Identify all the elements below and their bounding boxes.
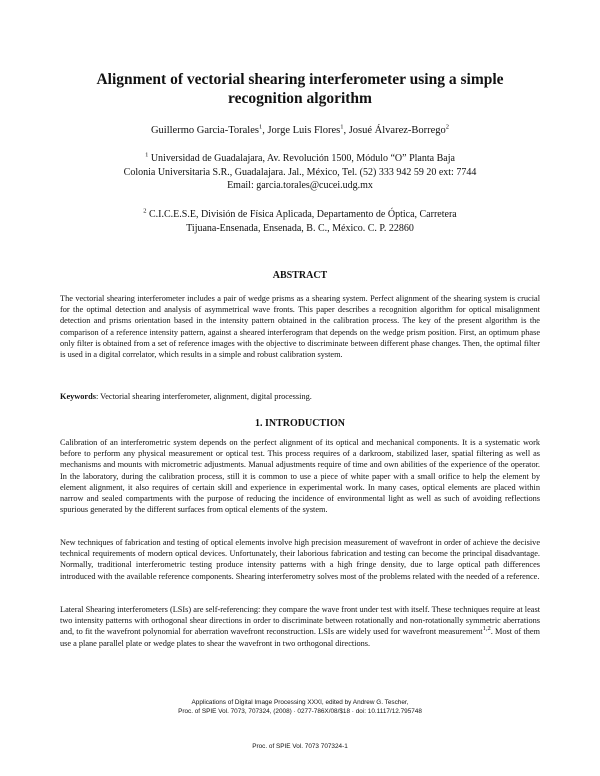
author-2: , Jorge Luis Flores [262,125,341,136]
affiliation-1-marker: 1 [145,151,149,159]
author-1: Guillermo Garcia-Torales [150,125,259,136]
title-line-2: recognition algorithm [228,90,372,107]
keywords [60,391,540,402]
author-3: , Josué Álvarez-Borrego [343,125,446,136]
author-1-affil: 1 [258,123,263,131]
affiliation-1-line-2: Colonia Universitaria S.R., Guadalajara. Jal., México, Tel. (52) 333 942 59 20 ext: 7744 [123,166,477,178]
section-heading-introduction: 1. INTRODUCTION [254,418,345,429]
keywords-label: Keywords [60,392,96,401]
affiliation-1 [60,152,540,193]
affiliation-2-line-2: Tijuana-Ensenada, Ensenada, B. C., México. C. P. 22860 [186,222,414,234]
page-number: Proc. of SPIE Vol. 7073 707324-1 [252,743,348,750]
affiliation-1-line-1: Universidad de Guadalajara, Av. Revolución 1500, Módulo “O” Planta Baja [148,153,455,164]
abstract-text: The vectorial shearing interferometer includes a pair of wedge prisms as a shearing system. Perfect alignment of the shearing system is crucial for the optimal detection and analysis of asymmetrical wave fronts. This paper describes a recognition algorithm for optical misalignment detection and prisms orientation based in the intensity pattern obtained in the calibration process. The key of the present algorithm is the comparison of a reference intensity pattern, against a sheared interferogram that depends on the wedge prism position. First, an optimum phase only filter is obtained from a set of reference images with the objective to discriminate between different phase changes. Then, the optimal filter is used in a digital correlator, which results in a simple and robust calibration system. [60,294,540,360]
intro-paragraph-3-b: . Most of them use a plane parallel plate or wedge plates to shear the wavefront in two orthogonal directions. [60,627,540,648]
intro-paragraph-3 [60,604,540,649]
footer-line-2: Proc. of SPIE Vol. 7073, 707324, (2008) · 0277-786X/08/$18 · doi: 10.1117/12.795748 [178,707,422,715]
title-line-1: Alignment of vectorial shearing interferometer using a simple [96,71,504,88]
abstract-heading: ABSTRACT [272,270,328,281]
publication-footer [60,699,540,716]
author-2-affil: 1 [340,123,344,131]
keywords-text: : Vectorial shearing interferometer, alignment, digital processing. [95,392,312,401]
citation-ref: 1,2 [482,625,491,633]
intro-paragraph-2: New techniques of fabrication and testing of optical elements involve high precision measurement of wavefront in order of achieve the decisive technical requirements of modern optical devices. Unfortunately, their laborious fabrication and testing can become the principal disadvantage. Normally, traditional interferometric testing produce intensity patterns with a high fringe density, due to large optical path differences introduced with the available reference components. Shearing interferometry solves most of the problems related with the needed of a reference. [60,538,540,581]
author-list [60,125,540,136]
affiliation-1-email: Email: garcia.torales@cucei.udg.mx [227,180,373,191]
affiliation-2 [60,208,540,235]
intro-paragraph-1: Calibration of an interferometric system depends on the perfect alignment of its optical and mechanical components. It is a systematic work before to perform any physical measurement or optical test. This process requires of a darkroom, stabilized laser, spatial filtering as well as mechanisms and mounts with micrometric adjustments. Manual adjustments require of time and own abilities of the experience of the operator. In the laboratory, during the calibration process, still it is common to use a piece of white paper with a small orifice to help the element by element alignment, it also requires of certain skill and experience in experimental work. In many cases, optical elements are placed within narrow and sealed compartments with the purpose of reducing the incidence of environmental light as well as such of avoiding reflections spurious generated by the different surfaces from optical elements of the system. [60,438,540,515]
affiliation-2-marker: 2 [143,207,147,215]
intro-paragraph-3-a: Lateral Shearing interferometers (LSIs) are self-referencing: they compare the wave front under test with itself. These techniques require at least two intensity patterns with orthogonal shear directions in order to discriminate between rotationally and non-rotationally symmetric aberrations and, to fit the wavefront polynomial for aberration wavefront reconstruction. LSIs are widely used for wavefront measurement [60,605,540,637]
author-3-affil: 2 [445,123,450,131]
paper-title [60,70,540,108]
footer-line-1: Applications of Digital Image Processing XXXI, edited by Andrew G. Tescher, [191,699,409,706]
affiliation-2-line-1: C.I.C.E.S.E, División de Física Aplicada, Departamento de Óptica, Carretera [146,209,457,220]
